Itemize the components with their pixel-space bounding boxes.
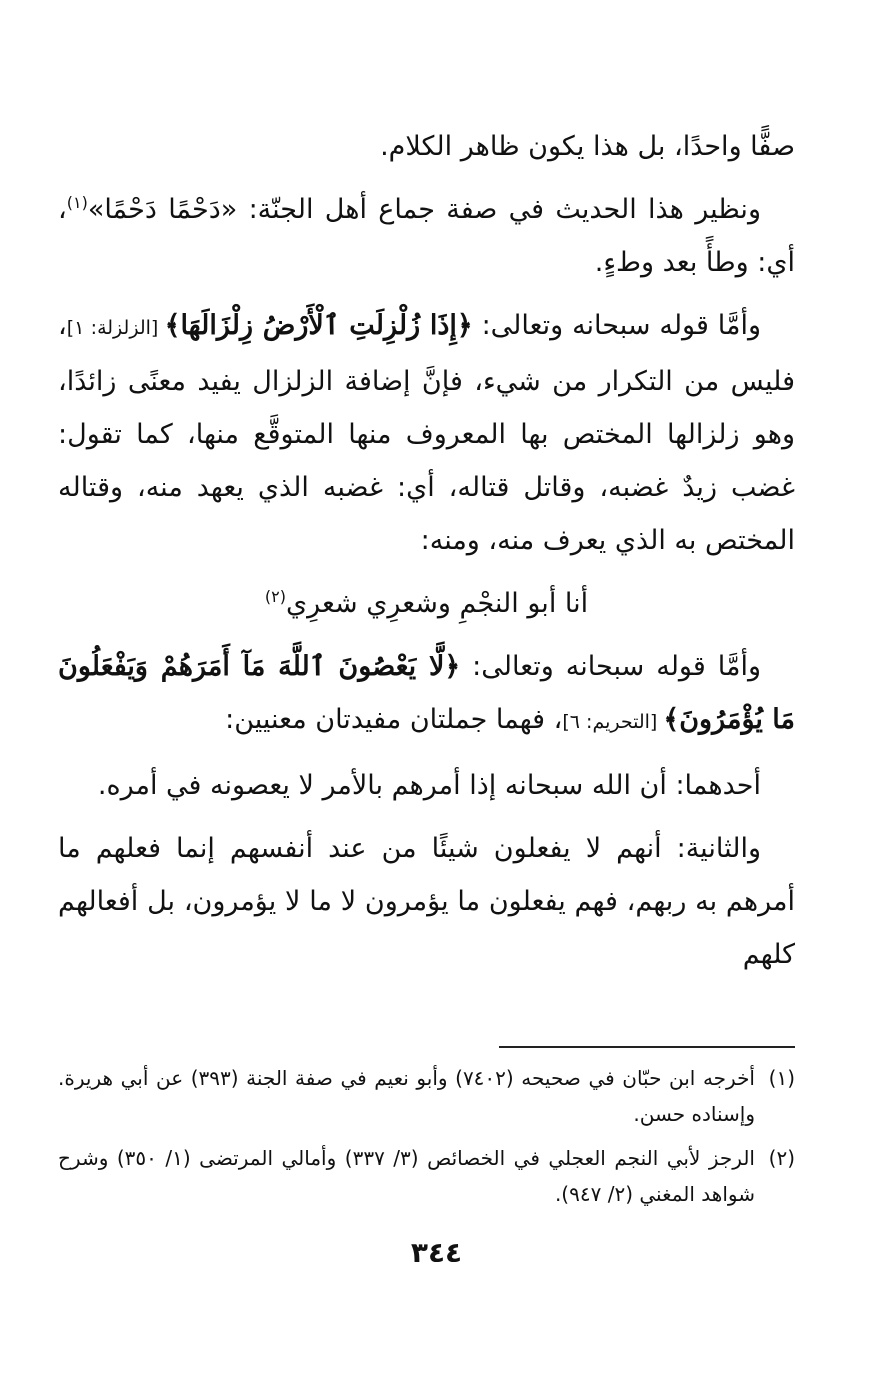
paragraph-4-intro: وأمَّا قوله سبحانه وتعالى: — [460, 651, 761, 682]
paragraph-6-text: والثانية: أنهم لا يفعلون شيئًا من عند أنفسهم إنما فعلهم ما أمرهم به ربهم، فهم يفعلون ما يؤمرون لا ما لا يؤمرون، بل أفعالهم كلهم — [58, 833, 795, 970]
quran-reference-zalzala: [الزلزلة: ١] — [66, 317, 165, 339]
footnote-marker-2[interactable]: (٢) — [264, 587, 286, 606]
footnote-2 — [58, 1140, 795, 1212]
paragraph-1-text: صفًّا واحدًا، بل هذا يكون ظاهر الكلام. — [380, 131, 795, 162]
poetry-verse — [58, 577, 795, 630]
poetry-verse-text: أنا أبو النجْمِ وشعرِي شعرِي — [285, 588, 589, 619]
quran-verse-zalzala: ﴿إِذَا زُلْزِلَتِ ٱلْأَرْضُ زِلْزَالَهَا﴾ — [164, 310, 473, 341]
page-number: ٣٤٤ — [410, 1236, 463, 1269]
paragraph-4 — [58, 640, 795, 749]
footnote-2-number: (٢) — [768, 1146, 795, 1170]
paragraph-5-text: أحدهما: أن الله سبحانه إذا أمرهم بالأمر لا يعصونه في أمره. — [97, 770, 761, 801]
footnote-1-number: (١) — [768, 1066, 795, 1090]
paragraph-3-intro: وأمَّا قوله سبحانه وتعالى: — [472, 310, 761, 341]
paragraph-2-text: ونظير هذا الحديث في صفة جماع أهل الجنّة: «دَحْمًا دَحْمًا» — [87, 194, 761, 225]
footnote-divider — [499, 1046, 795, 1048]
paragraph-3-rest: ، فليس من التكرار من شيء، فإنَّ إضافة الزلزال يفيد معنًى زائدًا، وهو زلزالها المختص بها المعروف منها المتوقَّع منها، كما تقول: غضب زيدٌ غضبه، وقاتل قتاله، أي: غضبه الذي يعهد منه، وقتاله المختص به الذي يعرف منه، ومنه: — [58, 310, 795, 556]
paragraph-3 — [58, 299, 795, 567]
quran-reference-tahrim: [التحريم: ٦] — [562, 711, 664, 733]
footnote-1-text: أخرجه ابن حبّان في صحيحه (٧٤٠٢) وأبو نعيم في صفة الجنة (٣٩٣) عن أبي هريرة. وإسناده حسن. — [58, 1066, 755, 1126]
paragraph-2-tail: ، أي: وطأً بعد وطءٍ. — [58, 194, 795, 278]
paragraph-4-rest: ، فهما جملتان مفيدتان معنيين: — [225, 704, 563, 735]
footnote-2-text: الرجز لأبي النجم العجلي في الخصائص (٣/ ٣٣٧) وأمالي المرتضى (١/ ٣٥٠) وشرح شواهد المغني (٢/ ٩٤٧). — [58, 1146, 755, 1206]
page-body — [58, 120, 795, 991]
paragraph-2 — [58, 183, 795, 289]
paragraph-5 — [58, 759, 795, 812]
footnotes-section — [58, 1060, 795, 1220]
quran-verse-tahrim: ﴿لَّا يَعْصُونَ ٱللَّهَ مَآ أَمَرَهُمْ وَيَفْعَلُونَ مَا يُؤْمَرُونَ﴾ — [58, 651, 795, 735]
paragraph-6 — [58, 822, 795, 981]
paragraph-1 — [58, 120, 795, 173]
footnote-marker-1[interactable]: (١) — [66, 193, 88, 212]
footnote-1 — [58, 1060, 795, 1132]
